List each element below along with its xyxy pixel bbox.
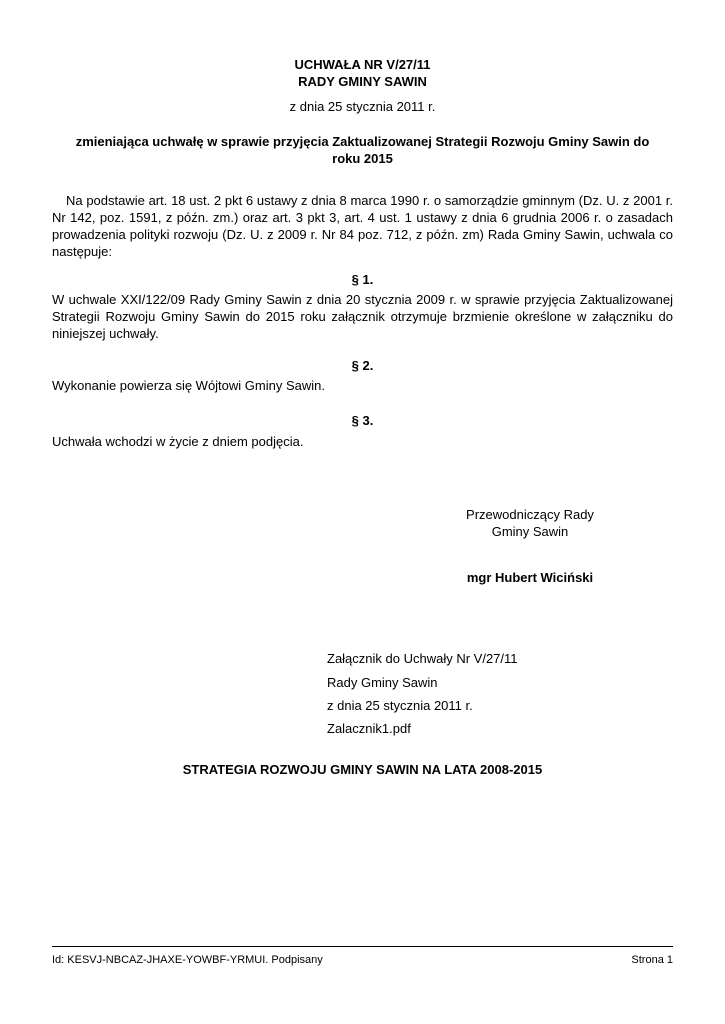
footer-document-id: Id: KESVJ-NBCAZ-JHAXE-YOWBF-YRMUI. Podpisany: [52, 954, 323, 966]
title-council: RADY GMINY SAWIN: [298, 74, 427, 89]
resolution-date: z dnia 25 stycznia 2011 r.: [289, 99, 436, 114]
footer-divider: [52, 946, 673, 947]
signature-council: Gminy Sawin: [491, 524, 569, 539]
attachment-title: STRATEGIA ROZWOJU GMINY SAWIN NA LATA 2008-2015: [182, 762, 543, 777]
attachment-line-1: Załącznik do Uchwały Nr V/27/11: [327, 651, 518, 666]
resolution-title: [52, 56, 673, 90]
footer-page-number: Strona 1: [631, 954, 673, 966]
attachment-file-link[interactable]: Zalacznik1.pdf: [327, 721, 411, 736]
signature-role: Przewodniczący Rady: [466, 507, 594, 522]
section-1-heading: § 1.: [351, 272, 374, 287]
section-2-text: Wykonanie powierza się Wójtowi Gminy Sawin.: [52, 378, 325, 393]
section-1-text: W uchwale XXI/122/09 Rady Gminy Sawin z dnia 20 stycznia 2009 r. w sprawie przyjęcia Zaktualizowanej Strategii Rozwoju Gminy Sawin do 2015 roku załącznik otrzymuje brzmienie określone w załączniku do niniejszej uchwały.: [52, 292, 673, 341]
signature-block: [430, 506, 630, 540]
section-3-text: Uchwała wchodzi w życie z dniem podjęcia.: [52, 434, 304, 449]
signature-name: mgr Hubert Wiciński: [466, 570, 594, 585]
preamble-paragraph: Na podstawie art. 18 ust. 2 pkt 6 ustawy z dnia 8 marca 1990 r. o samorządzie gminnym (Dz. U. z 2001 r. Nr 142, poz. 1591, z późn. zm.) oraz art. 3 pkt 3, art. 4 ust. 1 ustawy z dnia 6 grudnia 2006 r. o zasadach prowadzenia polityki rozwoju (Dz. U. z 2009 r. Nr 84 poz. 712, z późn. zm) Rada Gminy Sawin, uchwala co następuje:: [52, 193, 673, 259]
resolution-subject: zmieniająca uchwałę w sprawie przyjęcia Zaktualizowanej Strategii Rozwoju Gminy Sawin do roku 2015: [75, 134, 650, 166]
title-number: UCHWAŁA NR V/27/11: [294, 57, 431, 72]
attachment-line-3: z dnia 25 stycznia 2011 r.: [327, 698, 473, 713]
attachment-line-2: Rady Gminy Sawin: [327, 675, 438, 690]
section-3-heading: § 3.: [351, 413, 374, 428]
section-2-heading: § 2.: [351, 358, 374, 373]
